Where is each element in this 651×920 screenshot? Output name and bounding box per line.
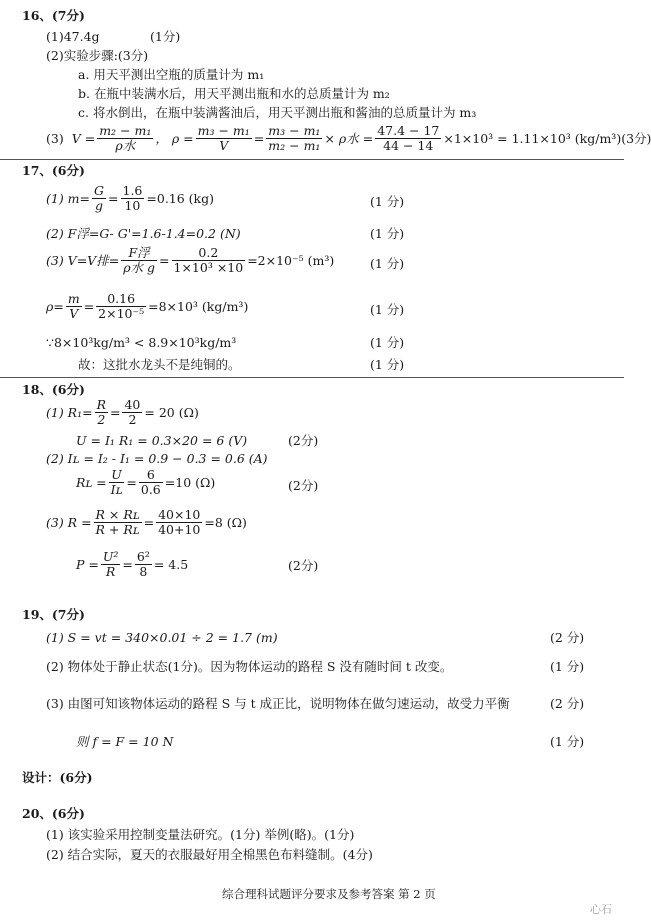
q18-p3b-fraction-2: $\frac{\text{6²}}{8}$ <box>136 549 150 580</box>
q16-numeric-fraction: $\frac{47.4 - 17}{44 - 14}$ <box>377 123 440 154</box>
q17-part5: ∵8×10³kg/m³ < 8.9×10³kg/m³ <box>46 335 237 350</box>
design-title: 设计：(6分) <box>22 770 93 785</box>
q16-part1: (1)47.4g <box>46 29 100 44</box>
q17-part4-score: (1 分) <box>370 302 405 317</box>
q16-rho-symbol: ， ρ = <box>155 130 194 146</box>
q20-part1: (1) 该实验采用控制变量法研究。(1分) 举例(略)。(1分) <box>46 827 355 842</box>
q18-title: 18、(6分) <box>22 382 85 397</box>
q18-part2: (2) Iʟ = I₂ - I₁ = 0.9 − 0.3 = 0.6 (A) <box>46 451 268 466</box>
q18-part3-score: (2分) <box>288 558 319 573</box>
q16-mul-rho-water: × ρ水 = <box>324 130 374 146</box>
q18-part2-score: (2分) <box>288 478 319 493</box>
q17-part2: (2) F浮=G- G'=1.6-1.4=0.2 (N) <box>46 226 241 241</box>
q17-conclusion: 故：这批水龙头不是纯铜的。 <box>78 357 241 372</box>
q18-p1-fraction-1: $\frac{R}{2}$ <box>96 397 106 428</box>
q16-part3-label: (3) <box>46 130 64 146</box>
q17-part1: (1) m= $\frac{G}{g}$ = $\frac{1.6}{10}$ =0.16 (kg) <box>46 183 214 214</box>
q17-title: 17、(6分) <box>22 163 85 178</box>
watermark: 心石 <box>590 903 612 916</box>
q17-p4-fraction-1: $\frac{m}{V}$ <box>67 291 80 322</box>
q16-part2: (2)实验步骤:(3分) <box>46 48 149 63</box>
q17-p3-fraction-2: $\frac{0.2}{\text{1×10³ ×10}}$ <box>173 245 244 276</box>
q18-p1-fraction-2: $\frac{40}{2}$ <box>124 397 141 428</box>
divider-q16-q17 <box>0 159 624 160</box>
q18-part1: (1) R₁= $\frac{R}{2}$ = $\frac{40}{2}$ = 20 (Ω) <box>46 397 199 428</box>
q16-step-c: c. 将水倒出，在瓶中装满酱油后，用天平测出瓶和酱油的总质量计为 m₃ <box>78 105 477 120</box>
q17-part5-score: (1 分) <box>370 335 405 350</box>
q17-conclusion-score: (1 分) <box>370 357 405 372</box>
divider-q17-q18 <box>0 377 624 378</box>
q16-result: ×1×10³ = 1.11×10³ (kg/m³)(3分) <box>443 130 651 146</box>
q18-p3b-fraction-1: $\frac{\text{U²}}{R}$ <box>102 549 119 580</box>
q17-part4: ρ= $\frac{m}{V}$ = $\frac{0.16}{\text{2×10⁻⁵}}$ =8×10³ (kg/m³) <box>46 291 249 322</box>
q18-p3-fraction-1: $\frac{\text{R × Rʟ}}{\text{R + Rʟ}}$ <box>95 507 140 538</box>
q20-title: 20、(6分) <box>22 806 85 821</box>
page-footer: 综合理科试题评分要求及参考答案 第 2 页 <box>222 887 436 901</box>
q19-part2: (2) 物体处于静止状态(1分)。因为物体运动的路程 S 没有随时间 t 改变。 <box>46 659 453 674</box>
q17-part3-score: (1 分) <box>370 256 405 271</box>
q17-part3: (3) V=V排= $\frac{\text{F浮}}{\text{ρ水 g}}$ = $\frac{0.2}{\text{1×10³ ×10}}$ =2×10⁻⁵ (m³) <box>46 245 335 276</box>
q16-v-symbol: V = <box>71 130 96 146</box>
q17-p3-fraction-1: $\frac{\text{F浮}}{\text{ρ水 g}}$ <box>123 245 156 276</box>
q16-step-b: b. 在瓶中装满水后，用天平测出瓶和水的总质量计为 m₂ <box>78 86 390 101</box>
q19-part2-score: (1 分) <box>550 659 585 674</box>
q19-title: 19、(7分) <box>22 607 85 622</box>
q19-part4: 则 f = F = 10 N <box>76 734 174 749</box>
q19-part4-score: (1 分) <box>550 734 585 749</box>
q19-part1-score: (2 分) <box>550 630 585 645</box>
q17-part1-score: (1 分) <box>370 194 405 209</box>
q19-part3: (3) 由图可知该物体运动的路程 S 与 t 成正比，说明物体在做匀速运动，故受力平衡 <box>46 696 510 711</box>
q16-rho-fraction-2: $\frac{\text{m₃ − m₁}}{\text{m₂ − m₁}}$ <box>268 123 321 154</box>
q18-p2-fraction-1: $\frac{U}{\text{Iʟ}}$ <box>110 467 123 498</box>
q16-part1-score: (1分) <box>150 29 181 44</box>
q20-part2: (2) 结合实际，夏天的衣服最好用全棉黑色布料缝制。(4分) <box>46 847 373 862</box>
q16-rho-fraction-1: $\frac{\text{m₃ − m₁}}{V}$ <box>197 123 250 154</box>
q17-p4-fraction-2: $\frac{0.16}{\text{2×10⁻⁵}}$ <box>98 291 145 322</box>
q19-part3-score: (2 分) <box>550 696 585 711</box>
q16-step-a: a. 用天平测出空瓶的质量计为 m₁ <box>78 67 265 82</box>
q18-part3: (3) R = $\frac{\text{R × Rʟ}}{\text{R + Rʟ}}$ = $\frac{40\times 10}{40+10}$ =8 (Ω) <box>46 507 247 538</box>
q18-p2-fraction-2: $\frac{6}{0.6}$ <box>140 467 161 498</box>
q16-v-fraction: $\frac{\text{m₂ − m₁}}{\text{ρ水}}$ <box>99 123 152 154</box>
q18-part3-power: P = $\frac{\text{U²}}{R}$ = $\frac{\text{6²}}{8}$ = 4.5 <box>76 549 189 580</box>
q17-p1-fraction-1: $\frac{G}{g}$ <box>94 183 105 214</box>
q17-part2-score: (1 分) <box>370 226 405 241</box>
q18-part1-score: (2分) <box>288 433 319 448</box>
q18-part2-resistance: Rʟ = $\frac{U}{\text{Iʟ}}$ = $\frac{6}{0.6}$ =10 (Ω) <box>76 467 216 498</box>
q18-p3-fraction-2: $\frac{40\times 10}{40+10}$ <box>158 507 201 538</box>
q17-p1-fraction-2: $\frac{1.6}{10}$ <box>122 183 143 214</box>
q18-part1-voltage: U = I₁ R₁ = 0.3×20 = 6 (V) <box>76 433 248 448</box>
q16-part3-formula: (3) V = $\frac{\text{m₂ − m₁}}{\text{ρ水}}$ ， ρ = $\frac{\text{m₃ − m₁}}{V}$ = $\frac{\text{m₃ − m₁}}{\text{m₂ − m₁}}$ × ρ水 = $\frac{47.4 - 17}{44 - 14}$ ×1×10³ = 1.11×10³ (kg/m³)(3分) <box>46 123 651 154</box>
q16-title: 16、(7分) <box>22 8 85 23</box>
q19-part1: (1) S = vt = 340×0.01 ÷ 2 = 1.7 (m) <box>46 630 278 645</box>
